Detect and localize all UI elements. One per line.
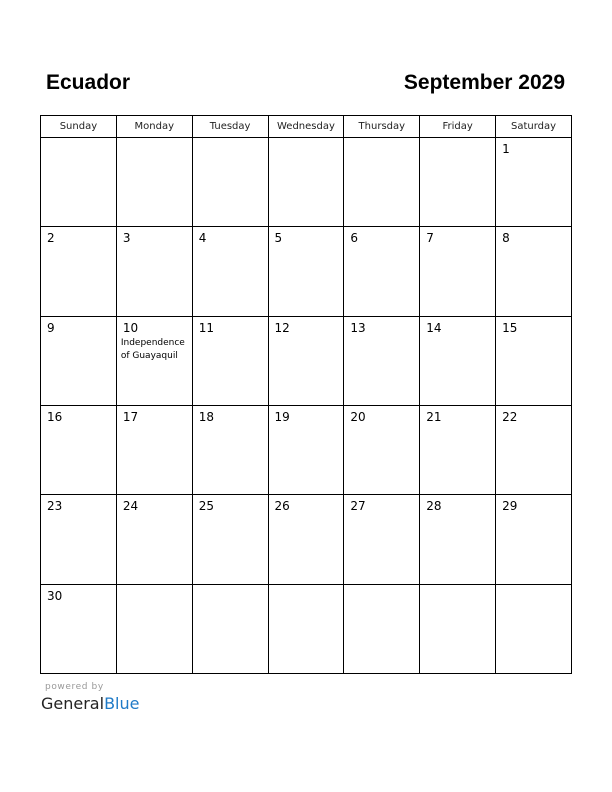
day-number: 5 (274, 231, 283, 246)
day-cell (116, 316, 192, 405)
weekday-header: Monday (116, 116, 192, 138)
day-cell (116, 138, 192, 227)
weekday-header: Wednesday (268, 116, 344, 138)
powered-by-label: powered by (45, 682, 104, 692)
day-cell (496, 138, 572, 227)
brand-logo[interactable] (41, 694, 139, 713)
holiday-label: Independence of Guayaquil (120, 337, 185, 361)
day-cell (116, 495, 192, 584)
day-number: 1 (502, 142, 510, 156)
day-number: 22 (502, 409, 518, 424)
day-cell (420, 138, 496, 227)
day-cell (41, 495, 117, 584)
day-number: 18 (198, 409, 214, 424)
day-cell (268, 405, 344, 494)
weekday-header: Sunday (41, 116, 117, 138)
day-cell (192, 405, 268, 494)
day-cell (116, 405, 192, 494)
day-cell (116, 227, 192, 316)
day-number: 16 (47, 409, 63, 424)
day-number: 20 (350, 409, 366, 424)
day-cell (344, 316, 420, 405)
weekday-header: Thursday (344, 116, 420, 138)
day-number: 14 (426, 320, 442, 335)
day-cell (268, 495, 344, 584)
day-cell (41, 584, 117, 673)
day-number: 2 (47, 231, 55, 246)
day-number: 11 (198, 320, 214, 335)
day-number: 13 (350, 320, 366, 335)
day-number: 24 (122, 499, 139, 514)
day-cell (344, 495, 420, 584)
day-number: 17 (122, 409, 139, 424)
weekday-header-row (41, 116, 572, 138)
month-year-title: September 2029 (403, 71, 565, 94)
country-title: Ecuador (46, 71, 131, 94)
week-row (41, 227, 572, 316)
day-cell (268, 138, 344, 227)
day-number: 6 (350, 231, 359, 246)
day-number: 29 (502, 499, 518, 514)
day-cell (268, 584, 344, 673)
day-cell (420, 227, 496, 316)
day-cell (344, 227, 420, 316)
day-number: 25 (198, 499, 214, 514)
day-cell (116, 584, 192, 673)
day-cell (41, 316, 117, 405)
day-cell (41, 227, 117, 316)
day-cell (192, 495, 268, 584)
brand-name-part1: General (41, 694, 105, 713)
day-number: 9 (47, 320, 55, 335)
calendar-grid (40, 115, 572, 674)
day-cell (496, 495, 572, 584)
day-cell (496, 316, 572, 405)
week-row (41, 138, 572, 227)
week-row (41, 584, 572, 673)
week-row (41, 316, 572, 405)
day-number: 15 (502, 320, 518, 335)
day-number: 21 (426, 409, 442, 424)
day-number: 23 (47, 499, 63, 514)
day-number: 26 (274, 499, 290, 514)
day-number: 19 (274, 409, 290, 424)
day-cell (192, 138, 268, 227)
day-number: 4 (198, 231, 207, 246)
day-number: 7 (426, 231, 434, 246)
week-row (41, 495, 572, 584)
weekday-header: Friday (420, 116, 496, 138)
day-number: 3 (122, 231, 131, 246)
weekday-header: Saturday (496, 116, 572, 138)
day-cell (41, 138, 117, 227)
day-number: 27 (350, 499, 366, 514)
day-cell (420, 405, 496, 494)
day-number: 10 (122, 320, 139, 335)
weekday-header: Tuesday (192, 116, 268, 138)
day-cell (420, 316, 496, 405)
day-cell (268, 316, 344, 405)
day-cell (41, 405, 117, 494)
day-cell (496, 405, 572, 494)
day-number: 12 (274, 320, 290, 335)
day-number: 30 (47, 588, 63, 603)
day-cell (420, 584, 496, 673)
day-cell (268, 227, 344, 316)
day-number: 8 (502, 231, 510, 246)
brand-name-part2: Blue (104, 694, 140, 713)
day-cell (344, 138, 420, 227)
day-cell (344, 405, 420, 494)
day-cell (192, 316, 268, 405)
day-cell (344, 584, 420, 673)
day-cell (496, 227, 572, 316)
day-cell (420, 495, 496, 584)
day-cell (192, 584, 268, 673)
week-row (41, 405, 572, 494)
day-number: 28 (426, 499, 442, 514)
day-cell (496, 584, 572, 673)
day-cell (192, 227, 268, 316)
